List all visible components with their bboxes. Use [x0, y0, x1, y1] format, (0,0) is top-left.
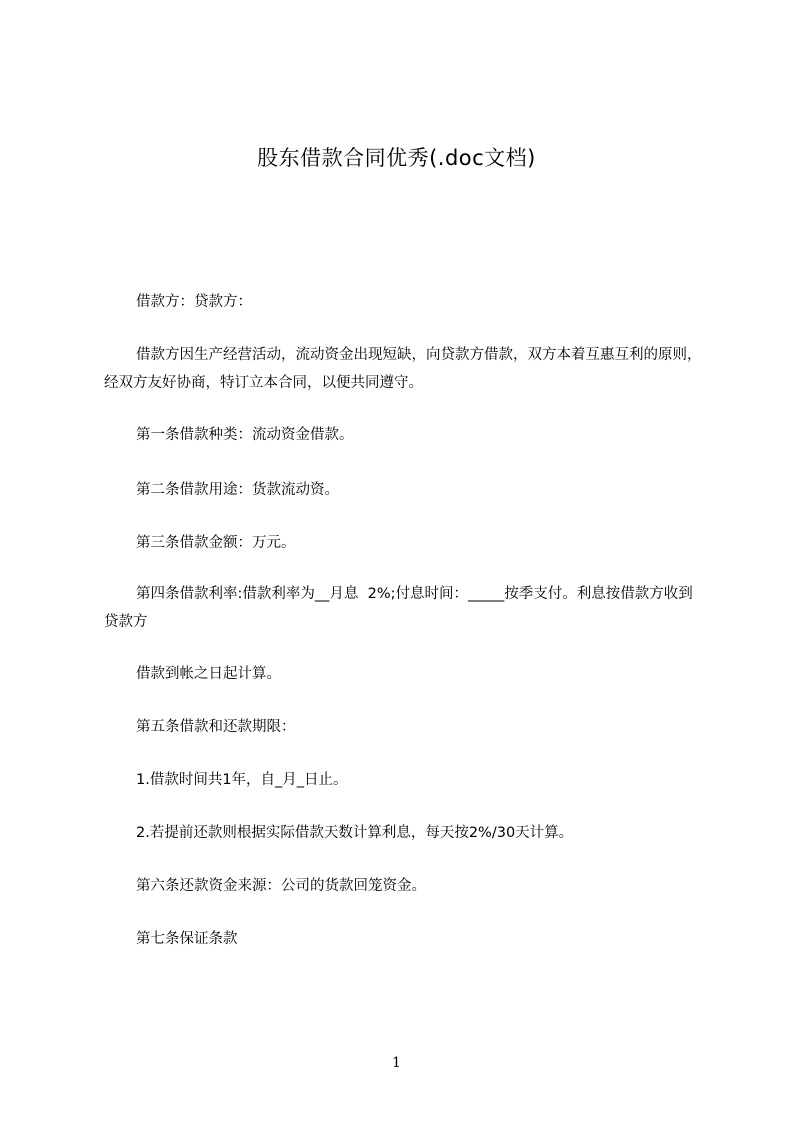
paragraph-article-5-item-2: 2.若提前还款则根据实际借款天数计算利息，每天按2%/30天计算。: [136, 825, 574, 841]
paragraph-article-7: 第七条保证条款: [136, 931, 238, 947]
page-number: 1: [392, 1055, 401, 1071]
paragraph-article-3: 第三条借款金额：万元。: [136, 535, 296, 551]
paragraph-article-6: 第六条还款资金来源：公司的货款回笼资金。: [136, 878, 426, 894]
document-title: 股东借款合同优秀(.doc文档): [257, 146, 536, 170]
paragraph-preamble: 借款方因生产经营活动，流动资金出现短缺，向贷款方借款，双方本着互惠互利的原则，经双方友好协商，特订立本合同，以便共同遵守。: [104, 347, 702, 391]
paragraph-article-4-cont: 借款到帐之日起计算。: [136, 666, 281, 682]
paragraph-article-5: 第五条借款和还款期限：: [136, 719, 296, 735]
paragraph-article-4: 第四条借款利率:借款利率为__月息 2%;付息时间：_____按季支付。利息按借款方收到贷款方: [104, 586, 693, 630]
paragraph-article-2: 第二条借款用途：货款流动资。: [136, 482, 339, 498]
paragraph-parties: 借款方：贷款方：: [136, 294, 252, 310]
paragraph-article-5-item-1: 1.借款时间共1年，自_月_日止。: [136, 772, 348, 788]
paragraph-article-1: 第一条借款种类：流动资金借款。: [136, 427, 354, 443]
